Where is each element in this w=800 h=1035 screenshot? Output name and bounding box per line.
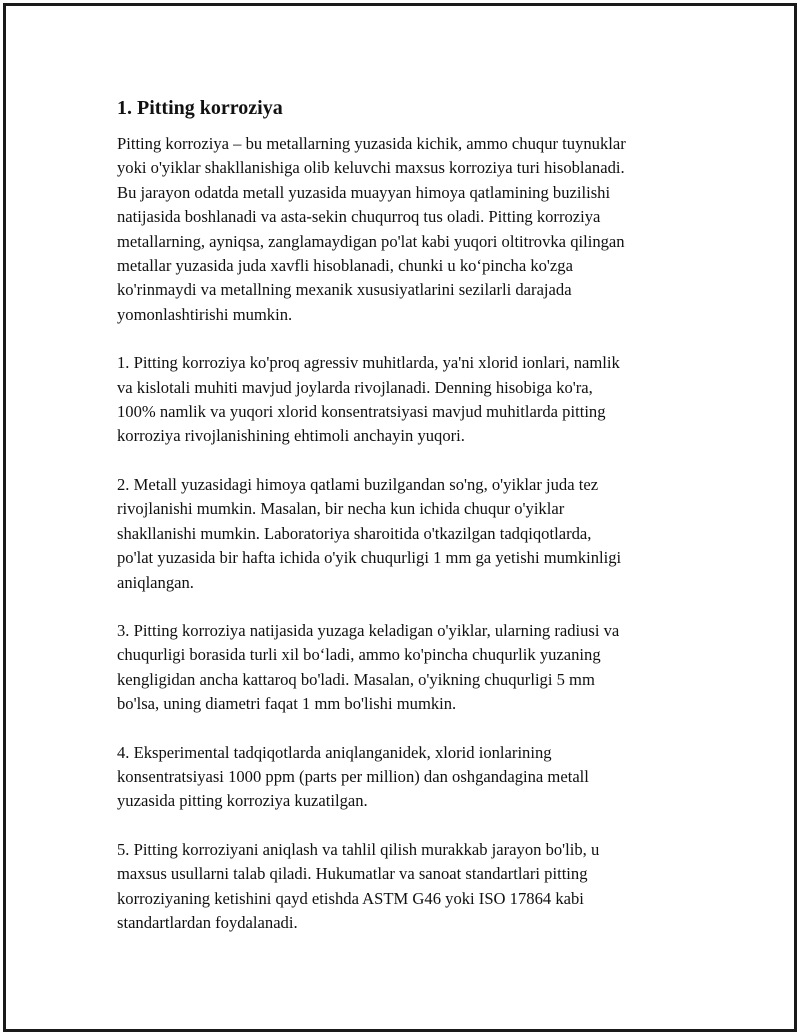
document-title: 1. Pitting korroziya xyxy=(117,97,283,119)
paragraph-point-1: 1. Pitting korroziya ko'proq agressiv muhitlarda, ya'ni xlorid ionlari, namlik va kislotali muhiti mavjud joylarda rivojlanadi. Denning hisobiga ko'ra, 100% namlik va yuqori xlorid konsentratsiyasi mavjud muhitlarda pitting korroziya rivojlanishining ehtimoli anchayin yuqori. xyxy=(117,353,620,446)
paragraph-point-4: 4. Eksperimental tadqiqotlarda aniqlanganidek, xlorid ionlarining konsentratsiyasi 1000 ppm (parts per million) dan oshgandagina metall yuzasida pitting korroziya kuzatilgan. xyxy=(117,742,589,811)
paragraph-point-3: 3. Pitting korroziya natijasida yuzaga keladigan o'yiklar, ularning radiusi va chuqurligi borasida turli xil bo‘ladi, ammo ko'pincha chuqurlik yuzaning kengligidan ancha kattaroq bo'ladi. Masalan, o'yikning chuqurligi 5 mm bo'lsa, uning diametri faqat 1 mm bo'lishi mumkin. xyxy=(117,620,620,714)
paragraph-intro: Pitting korroziya – bu metallarning yuzasida kichik, ammo chuqur tuynuklar yoki o'yiklar shakllanishiga olib keluvchi maxsus korroziya turi hisoblanadi. Bu jarayon odatda metall yuzasida muayyan himoya qatlamining buzilishi natijasida boshlanadi va asta-sekin chuqurroq tus oladi. Pitting korroziya metallarning, ayniqsa, zanglamaydigan po'lat kabi yuqori oltitrovka qilingan metallar yuzasida juda xavfli hisoblanadi, chunki u ko‘pincha ko'zga ko'rinmaydi va metallning mexanik xususiyatlarini sezilarli darajada yomonlashtirishi mumkin. xyxy=(117,134,626,324)
paragraph-point-2: 2. Metall yuzasidagi himoya qatlami buzilgandan so'ng, o'yiklar juda tez rivojlanishi mumkin. Masalan, bir necha kun ichida chuqur o'yiklar shakllanishi mumkin. Laboratoriya sharoitida o'tkazilgan tadqiqotlarda, po'lat yuzasida bir hafta ichida o'yik chuqurligi 1 mm ga yetishi mumkinligi aniqlangan. xyxy=(117,474,622,592)
document-body xyxy=(117,96,692,935)
paragraph-point-5: 5. Pitting korroziyani aniqlash va tahlil qilish murakkab jarayon bo'lib, u maxsus usullarni talab qiladi. Hukumatlar va sanoat standartlari pitting korroziyaning ketishini qayd etishda ASTM G46 yoki ISO 17864 kabi standartlardan foydalanadi. xyxy=(117,839,600,932)
